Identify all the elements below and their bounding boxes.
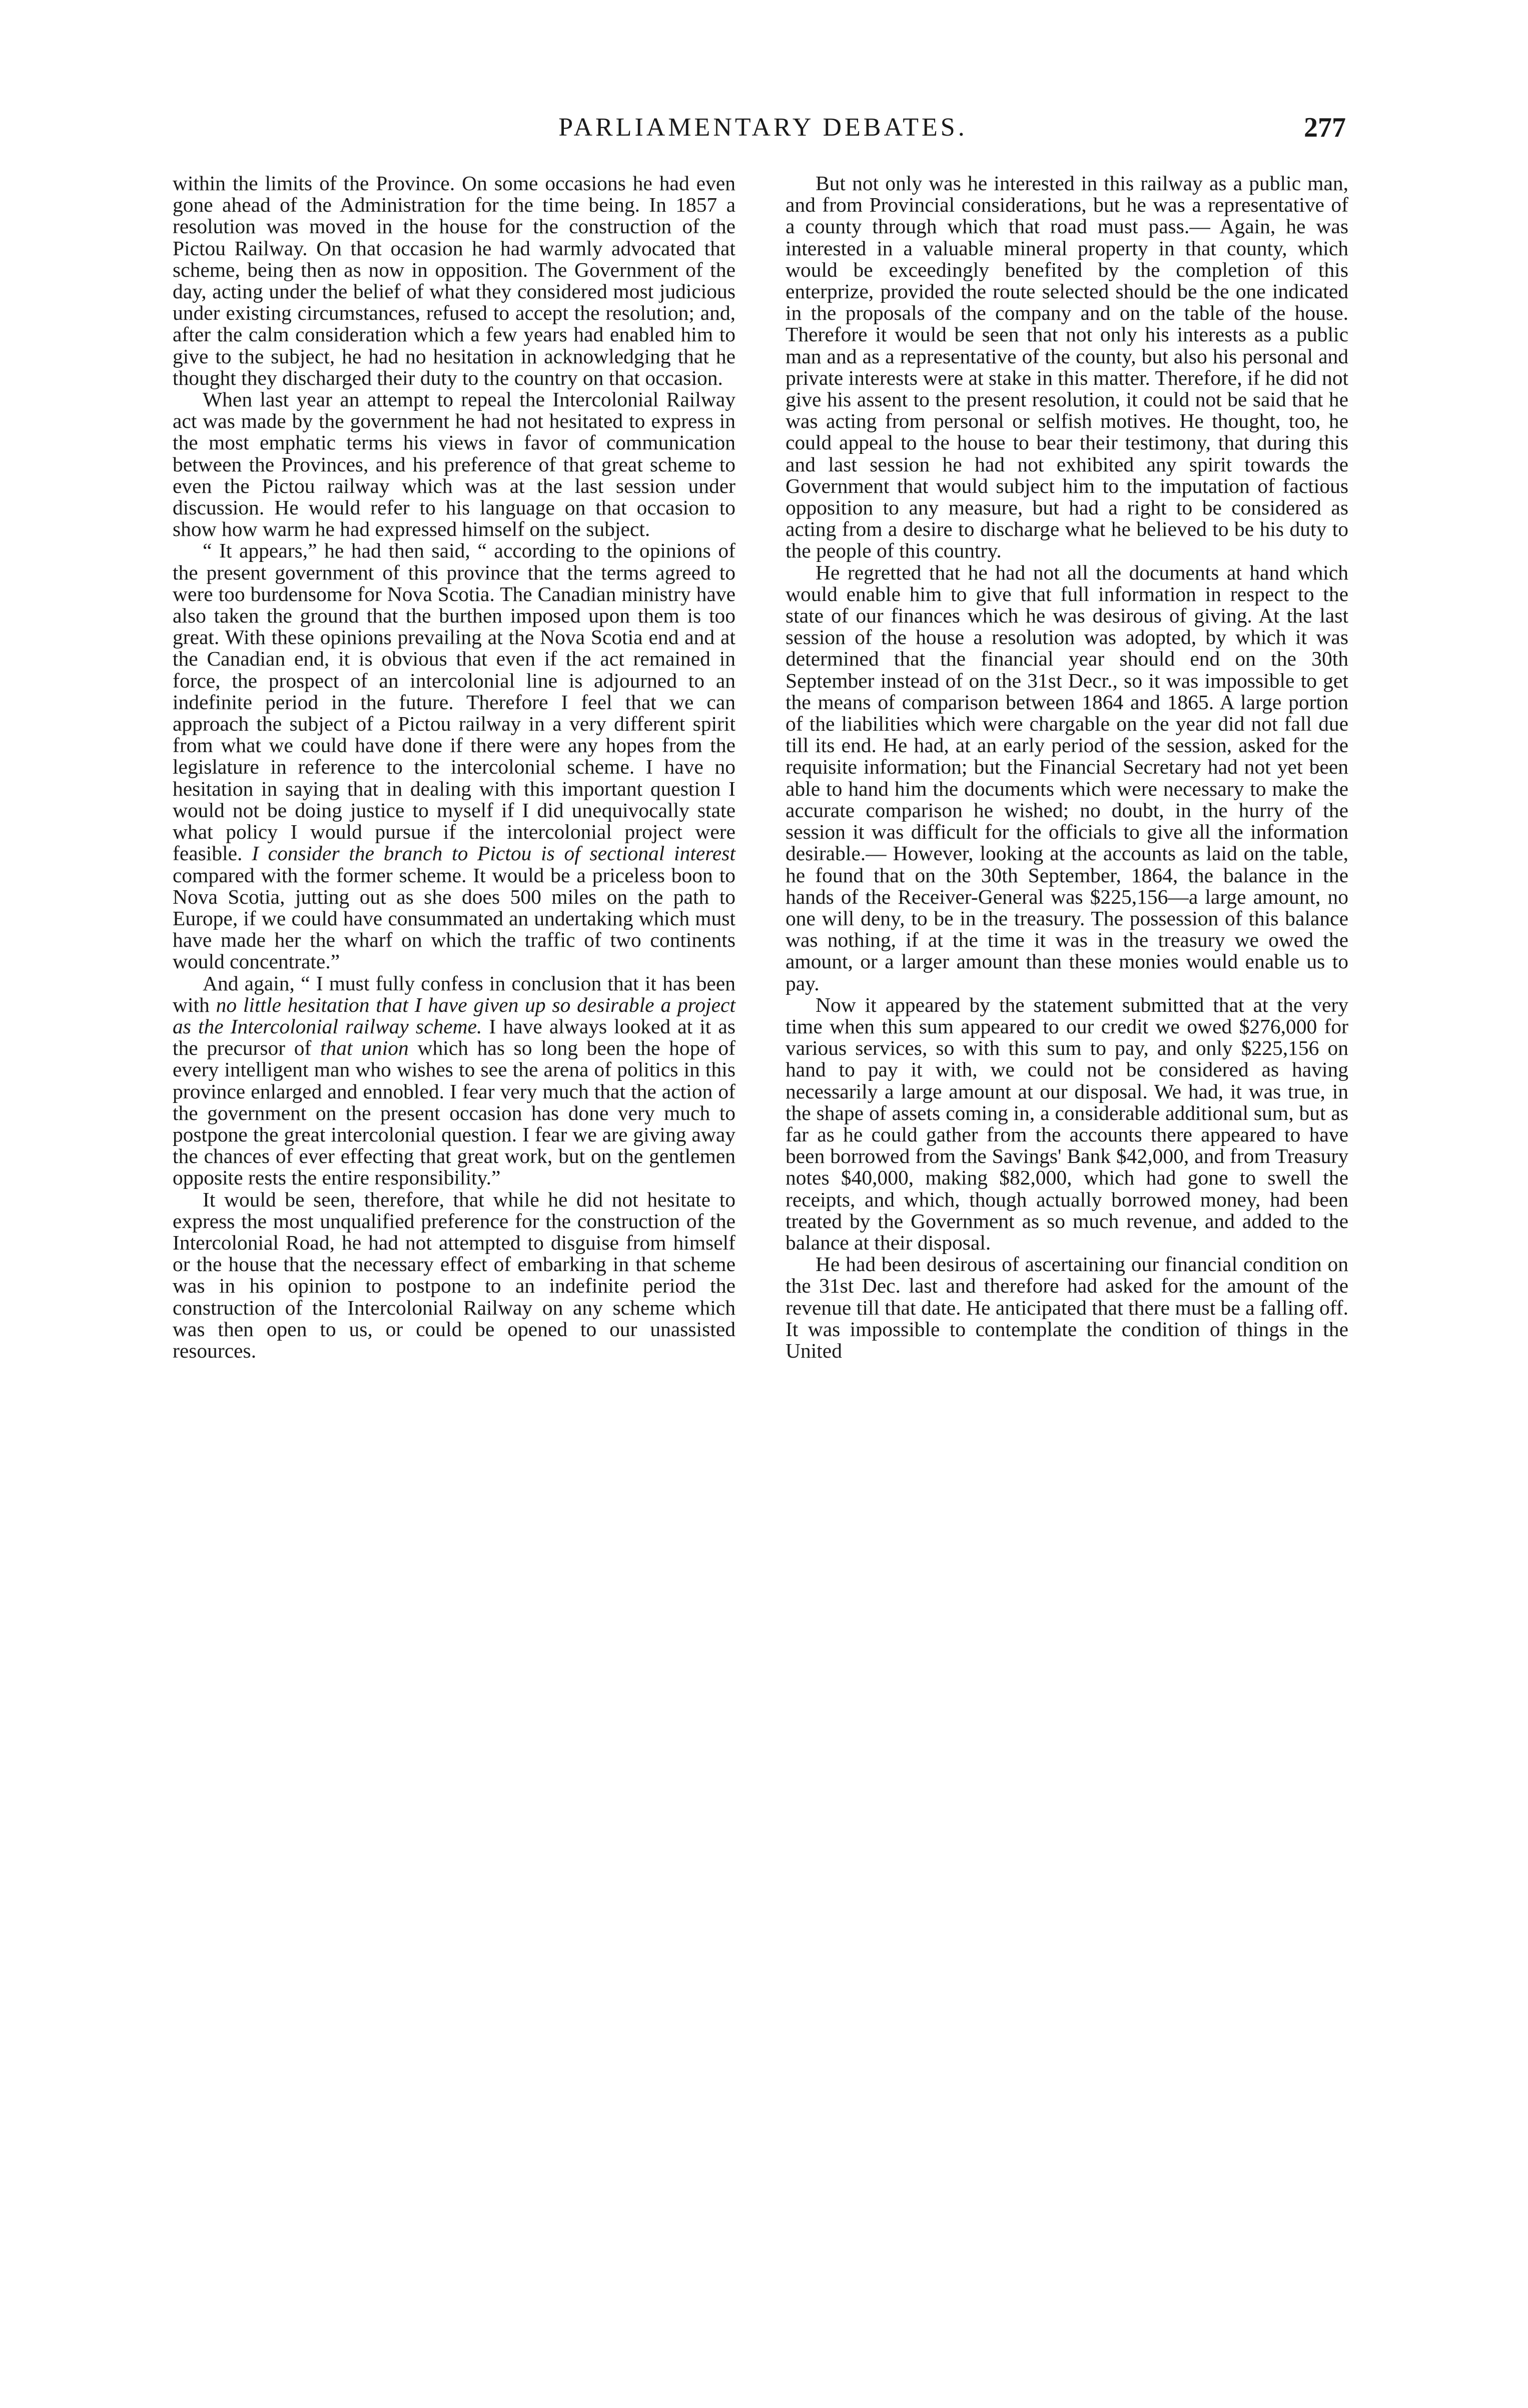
- paragraph-text: compared with the former scheme. It would be a priceless boon to Nova Scotia, jutting out as she does 500 miles on the path to Europe, if we could have consummated an undertaking which must have made her the wharf on which the traffic of two continents would concentrate.”: [173, 863, 735, 973]
- paragraph: [786, 1254, 1348, 1362]
- running-title: PARLIAMENTARY DEBATES.: [558, 113, 968, 142]
- paragraph-text: And again, “ I must fully confess in conclusion that it has been with: [173, 971, 735, 1016]
- paragraph-text: It would be seen, therefore, that while he did not hesitate to express the most unqualified preference for the construction of the Intercolonial Road, he had not attempted to disguise from himself or the house that the necessary effect of embarking in that scheme was in his opinion to postpone to an indefinite period the construction of the Intercolonial Railway on any scheme which was then open to us, or could be opened to our unassisted resources.: [173, 1187, 735, 1362]
- paragraph: [786, 994, 1348, 1254]
- paragraph-text: “ It appears,” he had then said, “ according to the opinions of the present government of this province that the terms agreed to were too burdensome for Nova Scotia. The Canadian ministry have also taken the ground that the burthen imposed upon them is too great. With these opinions prevailing at the Nova Scotia end and at the Canadian end, it is obvious that even if the act remained in force, the prospect of an intercolonial line is adjourned to an indefinite period in the future. Therefore I feel that we can approach the subject of a Pictou railway in a very different spirit from what we could have done if there were any hopes from the legislature in reference to the intercolonial scheme. I have no hesitation in saying that in dealing with this important question I would not be doing justice to myself if I did unequivocally state what policy I would pursue if the intercolonial project were feasible.: [173, 539, 735, 865]
- text-columns: [173, 173, 1348, 2289]
- right-column: [786, 173, 1348, 1362]
- paragraph: [173, 1189, 735, 1362]
- italic-text: no little hesitation that I have given up so desirable a project as the Intercolonial railway scheme.: [173, 993, 735, 1038]
- paragraph: [173, 389, 735, 540]
- italic-text: that union: [320, 1036, 409, 1060]
- paragraph: [786, 173, 1348, 562]
- left-column: [173, 173, 735, 1362]
- page-number: 277: [1304, 112, 1346, 143]
- paragraph-text: But not only was he interested in this railway as a public man, and from Provincial considerations, but he was a representative of a county through which that road must pass.— Again, he was interested in a valuable mineral property in that county, which would be exceedingly benefited by the completion of this enterprize, provided the route selected should be the one indicated in the proposals of the company and on the table of the house. Therefore it would be seen that not only his interests as a public man and as a representative of the county, but also his personal and private interests were at stake in this matter. Therefore, if he did not give his assent to the present resolution, it could not be said that he was acting from personal or selfish motives. He thought, too, he could appeal to the house to bear their testimony, that during this and last session he had not exhibited any spirit towards the Government that would subject him to the imputation of factious opposition to any measure, but had a right to be considered as acting from a desire to discharge what he believed to be his duty to the people of this country.: [786, 172, 1348, 562]
- paragraph: [173, 540, 735, 972]
- paragraph-text: Now it appeared by the statement submitted that at the very time when this sum appeared to our credit we owed $276,000 for various services, so with this sum to pay, and only $225,156 on hand to pay it with, we could not be considered as having necessarily a large amount at our disposal. We had, it was true, in the shape of assets coming in, a considerable additional sum, but as far as he could gather from the accounts there appeared to have been borrowed from the Savings' Bank $42,000, and from Treasury notes $40,000, making $82,000, which had gone to swell the receipts, and which, though actually borrowed money, had been treated by the Government as so much revenue, and added to the balance at their disposal.: [786, 993, 1348, 1254]
- running-head: [180, 105, 1346, 150]
- paragraph-text: within the limits of the Province. On some occasions he had even gone ahead of the Administration for the time being. In 1857 a resolution was moved in the house for the construction of the Pictou Railway. On that occasion he had warmly advocated that scheme, being then as now in opposition. The Government of the day, acting under the belief of what they considered most judicious under existing circumstances, refused to accept the resolution; and, after the calm consideration which a few years had enabled him to give to the subject, he had no hesitation in acknowledging that he thought they discharged their duty to the country on that occasion.: [173, 172, 735, 389]
- paragraph-text: When last year an attempt to repeal the Intercolonial Railway act was made by the government he had not hesitated to express in the most emphatic terms his views in favor of communication between the Provinces, and his preference of that great scheme to even the Pictou railway which was at the last session under discussion. He would refer to his language on that occasion to show how warm he had expressed himself on the subject.: [173, 388, 735, 541]
- paragraph-text: which has so long been the hope of every intelligent man who wishes to see the arena of politics in this province enlarged and ennobled. I fear very much that the action of the government on the present occasion has done very much to postpone the great intercolonial question. I fear we are giving away the chances of ever effecting that great work, but on the gentlemen opposite rests the entire responsibility.”: [173, 1036, 736, 1189]
- paragraph-text: He had been desirous of ascertaining our financial condition on the 31st Dec. last and therefore had asked for the amount of the revenue till that date. He anticipated that there must be a falling off. It was impossible to contemplate the condition of things in the United: [786, 1253, 1348, 1362]
- italic-text: I consider the branch to Pictou is of sectional interest: [252, 842, 735, 865]
- paragraph-text: I have always looked at it as the precursor of: [173, 1014, 735, 1060]
- paragraph: [173, 173, 735, 389]
- paragraph-text: He regretted that he had not all the documents at hand which would enable him to give that full information in respect to the state of our finances which he was desirous of giving. At the last session of the house a resolution was adopted, by which it was determined that the financial year should end on the 30th September instead of on the 31st Decr., so it was impossible to get the means of comparison between 1864 and 1865. A large portion of the liabilities which were chargable on the year did not fall due till its end. He had, at an early period of the session, asked for the requisite information; but the Financial Secretary had not yet been able to hand him the documents which were necessary to make the accurate comparison he wished; no doubt, in the hurry of the session it was difficult for the officials to give all the information desirable.— However, looking at the accounts as laid on the table, he found that on the 30th September, 1864, the balance in the hands of the Receiver-General was $225,156—a large amount, no one will deny, to be in the treasury. The possession of this balance was nothing, if at the time it was in the treasury we owed the amount, or a larger amount than these monies would enable us to pay.: [786, 560, 1348, 995]
- paragraph: [173, 973, 735, 1189]
- paragraph: [786, 562, 1348, 994]
